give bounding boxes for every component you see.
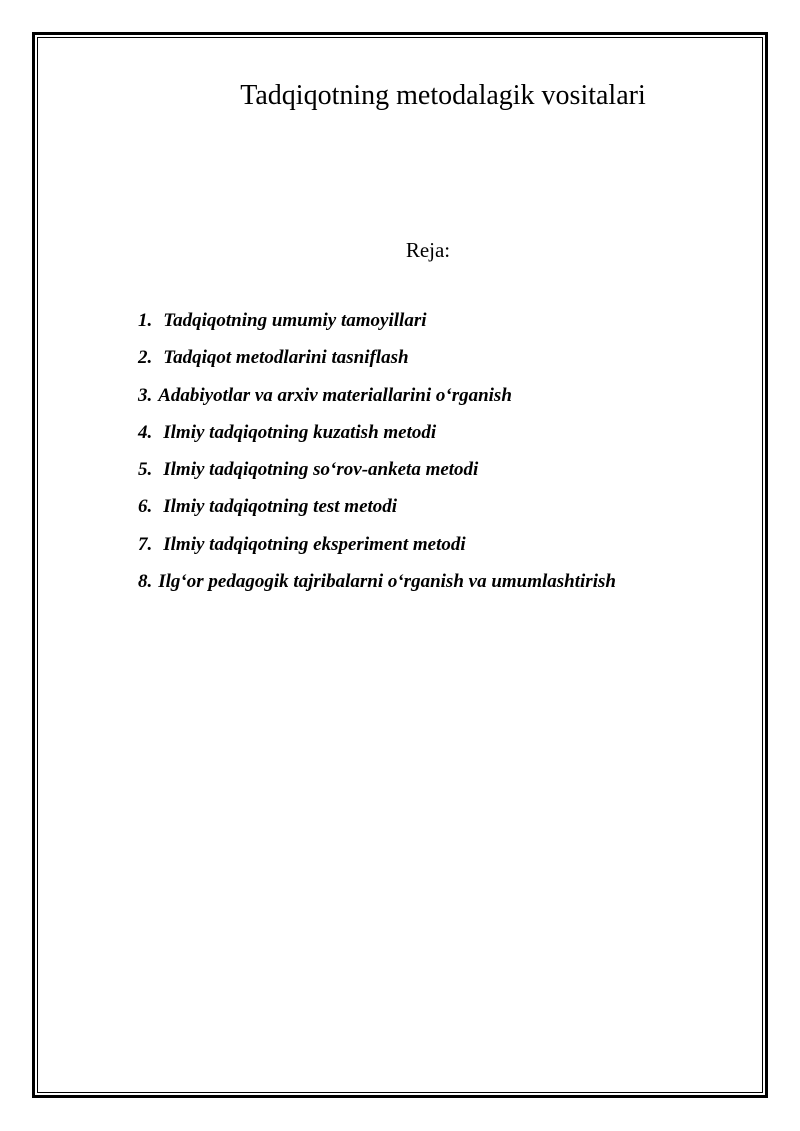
plan-item-number: 7.	[138, 533, 153, 555]
plan-item-number: 3.	[138, 384, 153, 406]
plan-item-text: Ilmiy tadqiqotning eksperiment metodi	[163, 533, 466, 555]
plan-item	[138, 457, 616, 494]
plan-item-text: Tadqiqot metodlarini tasniflash	[163, 347, 409, 369]
plan-list	[138, 308, 616, 606]
plan-item	[138, 532, 616, 569]
plan-item-number: 2.	[138, 347, 153, 369]
plan-item	[138, 308, 616, 345]
document-title: Tadqiqotning metodalagik vositalari	[240, 80, 646, 111]
plan-item-text: Ilmiy tadqiqotning test metodi	[163, 496, 398, 518]
plan-heading: Reja:	[405, 238, 451, 262]
plan-item-text: Ilmiy tadqiqotning kuzatish metodi	[163, 421, 437, 443]
plan-item-text: Ilg‘or pedagogik tajribalarni o‘rganish va umumlashtirish	[158, 571, 616, 593]
plan-item	[138, 494, 616, 531]
plan-item-number: 8.	[138, 571, 153, 593]
plan-item-text: Ilmiy tadqiqotning so‘rov-anketa metodi	[163, 459, 479, 481]
plan-item-number: 5.	[138, 459, 153, 481]
plan-item-number: 1.	[138, 310, 153, 331]
plan-item-number: 6.	[138, 496, 153, 518]
plan-item	[138, 569, 616, 606]
plan-item	[138, 345, 616, 382]
plan-item-text: Tadqiqotning umumiy tamoyillari	[163, 310, 427, 331]
plan-item	[138, 420, 616, 457]
plan-item	[138, 383, 616, 420]
plan-item-text: Adabiyotlar va arxiv materiallarini o‘rganish	[158, 384, 512, 406]
plan-item-number: 4.	[138, 421, 153, 443]
